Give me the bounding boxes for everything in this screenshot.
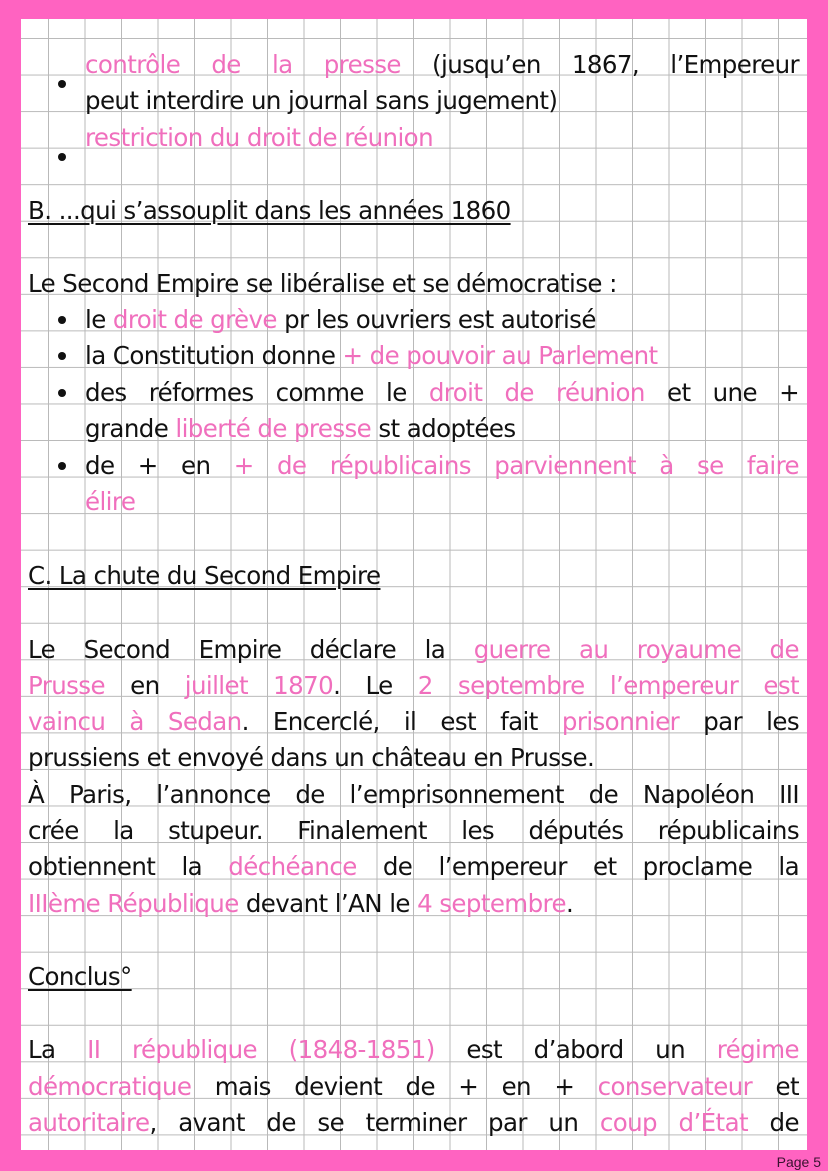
- text-line: [28, 813, 799, 849]
- body-text: de l’empereur et proclame la: [356, 852, 799, 881]
- highlighted-text: guerre au royaume de: [473, 635, 799, 664]
- highlighted-text: démocratique: [28, 1072, 192, 1101]
- bullet-icon: [58, 80, 66, 88]
- highlighted-text: autoritaire: [28, 1108, 150, 1137]
- highlighted-text: + de pouvoir au Parlement: [342, 341, 658, 370]
- text-line: [28, 849, 799, 885]
- text-line: [85, 302, 799, 338]
- body-text: grande: [85, 414, 176, 443]
- highlighted-text: liberté de presse: [175, 414, 372, 443]
- bullet-icon: [58, 462, 66, 470]
- highlighted-text: conservateur: [597, 1072, 753, 1101]
- text-line: [85, 484, 799, 520]
- body-text: Le Second Empire déclare la: [28, 635, 474, 664]
- conclusion-heading: Conclus°: [28, 962, 132, 991]
- highlighted-text: élire: [85, 487, 136, 516]
- text-line: [85, 448, 799, 484]
- body-text: La: [28, 1035, 88, 1064]
- highlighted-text: 4 septembre: [417, 889, 566, 918]
- body-text: (jusqu’en 1867, l’Empereur: [400, 50, 800, 79]
- body-text: . Le: [333, 671, 418, 700]
- text-line: [85, 120, 799, 156]
- bullet-icon: [58, 352, 66, 360]
- highlighted-text: II république (1848-1851): [87, 1035, 435, 1064]
- body-text: devant l’AN le: [238, 889, 418, 918]
- body-text: crée la stupeur. Finalement les députés républicains: [28, 816, 799, 845]
- body-text: par les: [679, 707, 799, 736]
- body-text: est d’abord un: [434, 1035, 717, 1064]
- highlighted-text: restriction du droit de réunion: [85, 123, 433, 152]
- text-line: [28, 886, 799, 922]
- text-line: [28, 777, 799, 813]
- body-text: mais devient de + en +: [191, 1072, 598, 1101]
- body-text: de + en: [85, 451, 234, 480]
- bullet-icon: [58, 389, 66, 397]
- page-number: Page 5: [776, 1154, 821, 1170]
- text-line: [85, 83, 799, 119]
- body-text: À Paris, l’annonce de l’emprisonnement de Napoléon III: [28, 780, 799, 809]
- body-text: le: [85, 305, 113, 334]
- text-line: [28, 1105, 799, 1141]
- highlighted-text: droit de grève: [112, 305, 277, 334]
- highlighted-text: vaincu à Sedan: [28, 707, 242, 736]
- section-heading-c: C. La chute du Second Empire: [28, 561, 381, 590]
- highlighted-text: prisonnier: [561, 707, 680, 736]
- text-line: [85, 338, 799, 374]
- body-text: de: [748, 1108, 799, 1137]
- text-line: [85, 47, 799, 83]
- bullet-icon: [58, 316, 66, 324]
- bullet-icon: [58, 153, 66, 161]
- section-b-intro: Le Second Empire se libéralise et se démocratise :: [28, 269, 617, 298]
- body-text: la Constitution donne: [85, 341, 343, 370]
- highlighted-text: régime: [716, 1035, 799, 1064]
- highlighted-text: coup d’État: [599, 1108, 748, 1137]
- body-text: .: [565, 889, 574, 918]
- highlighted-text: IIIème République: [28, 889, 239, 918]
- notebook-page: [21, 19, 807, 1150]
- body-text: peut interdire un journal sans jugement): [85, 86, 558, 115]
- text-line: [28, 704, 799, 740]
- body-text: et: [752, 1072, 799, 1101]
- highlighted-text: déchéance: [228, 852, 357, 881]
- body-text: en: [104, 671, 185, 700]
- text-line: [28, 740, 799, 776]
- highlighted-text: contrôle de la presse: [85, 50, 401, 79]
- highlighted-text: droit de réunion: [428, 378, 645, 407]
- text-line: [85, 375, 799, 411]
- text-line: [28, 1032, 799, 1068]
- highlighted-text: 2 septembre l’empereur est: [417, 671, 800, 700]
- body-text: , avant de se terminer par un: [149, 1108, 600, 1137]
- body-text: des réformes comme le: [85, 378, 429, 407]
- body-text: . Encerclé, il est fait: [241, 707, 562, 736]
- body-text: pr les ouvriers est autorisé: [276, 305, 596, 334]
- body-text: et une +: [644, 378, 799, 407]
- body-text: prussiens et envoyé dans un château en Prusse.: [28, 743, 595, 772]
- text-line: [28, 632, 799, 668]
- text-line: [28, 668, 799, 704]
- body-text: st adoptées: [371, 414, 516, 443]
- highlighted-text: Prusse: [28, 671, 105, 700]
- text-line: [28, 1069, 799, 1105]
- highlighted-text: juillet 1870: [184, 671, 334, 700]
- text-line: [85, 411, 799, 447]
- highlighted-text: + de républicains parviennent à se faire: [233, 451, 799, 480]
- body-text: obtiennent la: [28, 852, 229, 881]
- section-heading-b: B. ...qui s’assouplit dans les années 1860: [28, 196, 511, 225]
